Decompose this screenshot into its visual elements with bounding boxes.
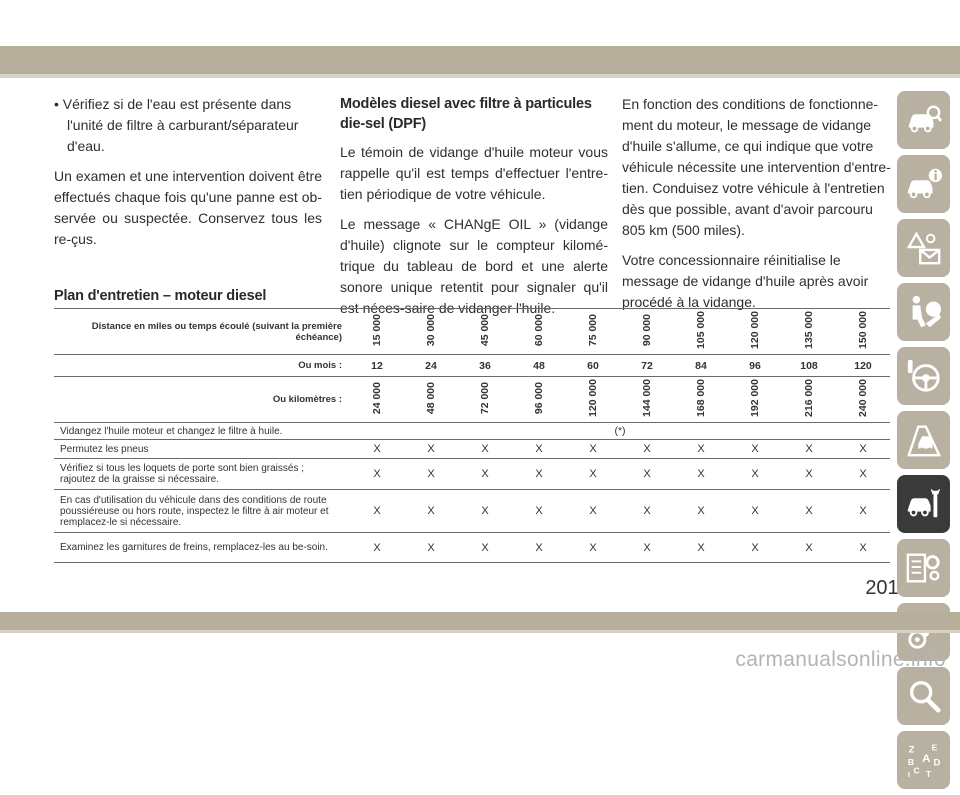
interval-mark: X	[836, 440, 890, 459]
index-letter: T	[925, 769, 931, 780]
task-label: Vidangez l'huile moteur et changez le filtre à huile.	[54, 423, 350, 440]
oil-reminder-paragraph: Le témoin de vidange d'huile moteur vous rappelle qu'il est temps d'effectuer l'entre-tien périodique de votre véhicule.	[340, 144, 608, 202]
steering-wheel-icon	[905, 357, 943, 395]
months-value: 60	[566, 355, 620, 377]
index-letter: Z	[908, 744, 915, 756]
km-row	[54, 377, 890, 423]
inspection-paragraph: Un examen et une intervention doivent être effectués chaque fois qu'une panne est ob-servée ou suspectée. Conservez tous les re-çus.	[54, 168, 322, 247]
interval-mark: X	[620, 459, 674, 490]
miles-value: 135 000	[803, 311, 815, 349]
interval-mark: X	[674, 490, 728, 533]
interval-mark: X	[836, 533, 890, 563]
interval-mark: X	[836, 459, 890, 490]
months-row	[54, 355, 890, 377]
km-value: 192 000	[749, 379, 761, 417]
interval-mark: X	[566, 533, 620, 563]
interval-mark: X	[566, 490, 620, 533]
table-row	[54, 423, 890, 440]
months-label: Ou mois :	[54, 355, 350, 377]
km-value: 48 000	[425, 381, 437, 415]
km-value: 120 000	[587, 379, 599, 417]
interval-mark: X	[620, 440, 674, 459]
index-letter: E	[931, 742, 937, 753]
alphabet-index-icon	[905, 741, 943, 779]
task-label: Examinez les garnitures de freins, remplacez-les au be-soin.	[54, 533, 350, 563]
interval-mark: X	[458, 490, 512, 533]
table-row	[54, 459, 890, 490]
interval-mark: X	[566, 440, 620, 459]
interval-mark: X	[728, 440, 782, 459]
km-value: 168 000	[695, 379, 707, 417]
airbag-safety-icon	[905, 293, 943, 331]
breakdown-road-icon	[905, 421, 943, 459]
interval-mark: X	[512, 533, 566, 563]
warning-message-icon	[905, 229, 943, 267]
tab-airbag-safety[interactable]	[897, 283, 950, 341]
specs-gear-icon	[905, 549, 943, 587]
interval-mark: X	[728, 459, 782, 490]
months-value: 48	[512, 355, 566, 377]
maintenance-schedule-table	[54, 308, 890, 563]
search-icon	[905, 677, 943, 715]
interval-mark: X	[404, 533, 458, 563]
index-letter: I	[907, 770, 910, 780]
km-value: 24 000	[371, 381, 383, 415]
text-column-3	[622, 94, 892, 322]
index-letter: D	[933, 757, 940, 769]
months-value: 72	[620, 355, 674, 377]
interval-mark: X	[782, 459, 836, 490]
task-label: Vérifiez si tous les loquets de porte sont bien graissés ; rajoutez de la graisse si nécessaire.	[54, 459, 350, 490]
interval-mark: X	[782, 490, 836, 533]
interval-mark: X	[350, 490, 404, 533]
miles-value: 60 000	[533, 313, 545, 347]
header-band	[0, 46, 960, 74]
interval-mark: X	[620, 533, 674, 563]
table-row	[54, 533, 890, 563]
miles-value: 90 000	[641, 313, 653, 347]
miles-value: 150 000	[857, 311, 869, 349]
table-row	[54, 440, 890, 459]
maintenance-table-title: Plan d'entretien – moteur diesel	[54, 288, 267, 304]
interval-mark: X	[404, 459, 458, 490]
tab-index-search[interactable]	[897, 667, 950, 725]
oil-interval-note: (*)	[350, 423, 890, 440]
miles-value: 45 000	[479, 313, 491, 347]
km-value: 96 000	[533, 381, 545, 415]
tab-car-info[interactable]	[897, 155, 950, 213]
interval-mark: X	[350, 459, 404, 490]
interval-mark: X	[728, 533, 782, 563]
dpf-heading: Modèles diesel avec filtre à particules die-sel (DPF)	[340, 96, 592, 132]
interval-mark: X	[350, 440, 404, 459]
chapter-tab-sidebar	[897, 91, 952, 795]
interval-mark: X	[512, 459, 566, 490]
index-letter: C	[913, 765, 920, 776]
km-value: 144 000	[641, 379, 653, 417]
interval-mark: X	[566, 459, 620, 490]
interval-mark: X	[620, 490, 674, 533]
months-value: 96	[728, 355, 782, 377]
page-number: 201	[865, 577, 899, 599]
car-inspect-icon	[905, 101, 943, 139]
watermark: carmanualsonline.info	[735, 648, 946, 671]
interval-mark: X	[836, 490, 890, 533]
months-value: 108	[782, 355, 836, 377]
interval-mark: X	[404, 490, 458, 533]
km-value: 216 000	[803, 379, 815, 417]
car-info-icon	[905, 165, 943, 203]
months-value: 84	[674, 355, 728, 377]
tab-car-inspection[interactable]	[897, 91, 950, 149]
months-value: 12	[350, 355, 404, 377]
index-letter: A	[921, 752, 930, 765]
months-value: 120	[836, 355, 890, 377]
tab-warning-messages[interactable]	[897, 219, 950, 277]
km-value: 240 000	[857, 379, 869, 417]
miles-label: Distance en miles ou temps écoulé (suivant la première échéance)	[54, 309, 350, 355]
task-label: En cas d'utilisation du véhicule dans des conditions de route poussiéreuse ou hors route, inspectez le filtre à air moteur et remplacez-le si nécessaire.	[54, 490, 350, 533]
operating-conditions-paragraph: En fonction des conditions de fonctionne-ment du moteur, le message de vidange d'huile s'allume, ce qui indique que votre véhicule nécessite une intervention d'entre-tien. Conduisez votre véhicule à l'entretien dès que possible, avant d'avoir parcouru 805 km (500 miles).	[622, 96, 891, 238]
table-row	[54, 490, 890, 533]
miles-value: 105 000	[695, 311, 707, 349]
interval-mark: X	[674, 440, 728, 459]
interval-mark: X	[674, 533, 728, 563]
task-label: Permutez les pneus	[54, 440, 350, 459]
miles-value: 120 000	[749, 311, 761, 349]
interval-mark: X	[458, 459, 512, 490]
interval-mark: X	[512, 440, 566, 459]
tab-alphabetical-index[interactable]	[897, 731, 950, 789]
header-band-line	[0, 74, 960, 78]
km-value: 72 000	[479, 381, 491, 415]
km-label: Ou kilomètres :	[54, 377, 350, 423]
change-oil-message-paragraph: Le message « CHANgE OIL » (vidange d'huile) clignote sur le compteur kilomé-trique du tableau de bord et une alerte sonore unique retentit pour signaler qu'il est néces-saire de vidanger l'huile.	[340, 216, 608, 316]
interval-mark: X	[782, 533, 836, 563]
miles-value: 75 000	[587, 313, 599, 347]
interval-mark: X	[458, 440, 512, 459]
text-column-2	[340, 94, 608, 328]
miles-row	[54, 309, 890, 355]
footer-band	[0, 612, 960, 630]
tab-starting-driving[interactable]	[897, 347, 950, 405]
interval-mark: X	[782, 440, 836, 459]
interval-mark: X	[458, 533, 512, 563]
index-letter: B	[907, 756, 914, 767]
interval-mark: X	[728, 490, 782, 533]
fuel-filter-bullet: • Vérifiez si de l'eau est présente dans l'unité de filtre à carburant/séparateur d'eau.	[54, 96, 299, 154]
dealer-reset-paragraph: Votre concessionnaire réinitialise le message de vidange d'huile après avoir procédé à la vidange.	[622, 252, 869, 310]
text-column-1	[54, 94, 322, 259]
months-value: 24	[404, 355, 458, 377]
months-value: 36	[458, 355, 512, 377]
footer-band-line	[0, 630, 960, 633]
interval-mark: X	[674, 459, 728, 490]
car-service-wrench-icon	[905, 485, 943, 523]
tab-emergency[interactable]	[897, 411, 950, 469]
miles-value: 30 000	[425, 313, 437, 347]
interval-mark: X	[404, 440, 458, 459]
page-top-margin	[0, 0, 960, 46]
interval-mark: X	[512, 490, 566, 533]
interval-mark: X	[350, 533, 404, 563]
miles-value: 15 000	[371, 313, 383, 347]
tab-servicing-maintenance[interactable]	[897, 475, 950, 533]
